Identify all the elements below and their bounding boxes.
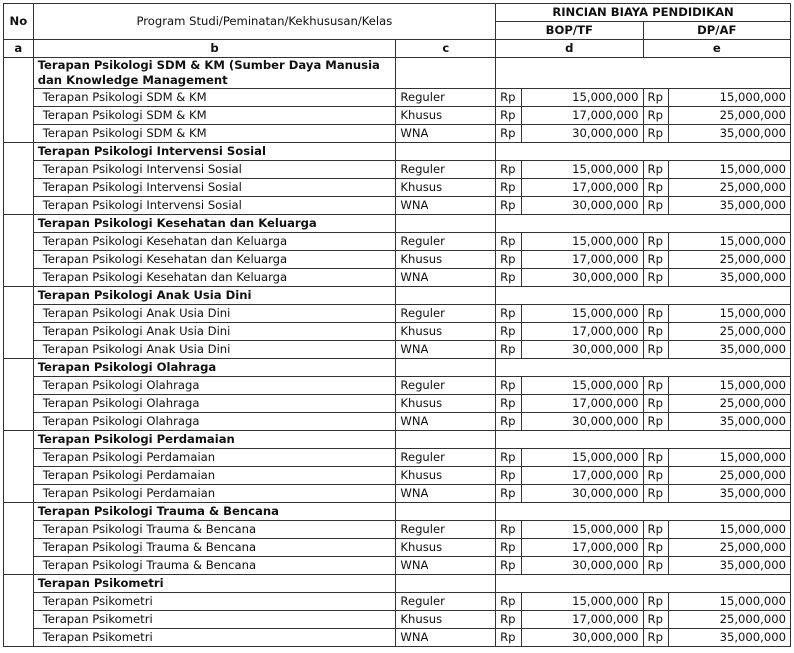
table-row [4, 233, 791, 251]
table-row [4, 179, 791, 197]
program-name: Terapan Psikologi Kesehatan dan Keluarga [33, 233, 396, 251]
bop-currency: Rp [496, 485, 521, 503]
class-type: Reguler [396, 305, 496, 323]
bop-currency: Rp [496, 233, 521, 251]
group-title-blank-c [396, 143, 496, 161]
table-row [4, 611, 791, 629]
group-number-cell [4, 287, 34, 359]
group-title-row [4, 58, 791, 89]
bop-currency: Rp [496, 251, 521, 269]
table-row [4, 467, 791, 485]
bop-currency: Rp [496, 539, 521, 557]
class-type: Khusus [396, 251, 496, 269]
program-name: Terapan Psikologi Perdamaian [33, 467, 396, 485]
program-name: Terapan Psikologi Intervensi Sosial [33, 197, 396, 215]
group-number-cell [4, 215, 34, 287]
group-title-row [4, 287, 791, 305]
dp-amount: 35,000,000 [668, 269, 790, 287]
table-row [4, 629, 791, 647]
dp-amount: 15,000,000 [668, 449, 790, 467]
group-title-blank-c [396, 503, 496, 521]
class-type: Khusus [396, 323, 496, 341]
dp-amount: 25,000,000 [668, 107, 790, 125]
group-title-blank-fees [496, 287, 791, 305]
class-type: WNA [396, 197, 496, 215]
table-row [4, 251, 791, 269]
dp-amount: 35,000,000 [668, 485, 790, 503]
dp-amount: 35,000,000 [668, 125, 790, 143]
program-name: Terapan Psikologi Anak Usia Dini [33, 305, 396, 323]
class-type: WNA [396, 413, 496, 431]
fee-table-body [4, 58, 791, 647]
dp-currency: Rp [643, 179, 668, 197]
bop-currency: Rp [496, 89, 521, 107]
program-name: Terapan Psikologi Intervensi Sosial [33, 161, 396, 179]
bop-amount: 15,000,000 [521, 377, 643, 395]
dp-currency: Rp [643, 341, 668, 359]
dp-currency: Rp [643, 485, 668, 503]
group-title-blank-fees [496, 58, 791, 89]
header-program: Program Studi/Peminatan/Kekhususan/Kelas [33, 4, 495, 40]
program-name: Terapan Psikologi Trauma & Bencana [33, 557, 396, 575]
bop-amount: 15,000,000 [521, 449, 643, 467]
class-type: Reguler [396, 593, 496, 611]
header-no: No [4, 4, 34, 40]
table-row [4, 89, 791, 107]
bop-amount: 30,000,000 [521, 629, 643, 647]
program-name: Terapan Psikometri [33, 629, 396, 647]
program-name: Terapan Psikologi SDM & KM [33, 89, 396, 107]
bop-amount: 15,000,000 [521, 305, 643, 323]
program-name: Terapan Psikologi Olahraga [33, 377, 396, 395]
group-title-blank-fees [496, 215, 791, 233]
dp-amount: 25,000,000 [668, 395, 790, 413]
group-title-blank-c [396, 215, 496, 233]
group-number-cell [4, 431, 34, 503]
bop-currency: Rp [496, 449, 521, 467]
class-type: WNA [396, 125, 496, 143]
bop-amount: 17,000,000 [521, 323, 643, 341]
bop-currency: Rp [496, 323, 521, 341]
dp-amount: 25,000,000 [668, 467, 790, 485]
bop-amount: 17,000,000 [521, 107, 643, 125]
bop-currency: Rp [496, 107, 521, 125]
table-row [4, 521, 791, 539]
program-name: Terapan Psikologi Trauma & Bencana [33, 539, 396, 557]
bop-amount: 30,000,000 [521, 197, 643, 215]
bop-amount: 17,000,000 [521, 251, 643, 269]
group-title: Terapan Psikologi Kesehatan dan Keluarga [33, 215, 396, 233]
group-number-cell [4, 503, 34, 575]
header-dp: DP/AF [643, 22, 790, 40]
bop-currency: Rp [496, 179, 521, 197]
dp-currency: Rp [643, 323, 668, 341]
group-title-blank-fees [496, 575, 791, 593]
program-name: Terapan Psikologi Olahraga [33, 395, 396, 413]
bop-currency: Rp [496, 305, 521, 323]
bop-amount: 17,000,000 [521, 539, 643, 557]
group-title-blank-fees [496, 143, 791, 161]
class-type: Reguler [396, 377, 496, 395]
dp-amount: 25,000,000 [668, 323, 790, 341]
group-title-blank-c [396, 575, 496, 593]
group-title: Terapan Psikologi Olahraga [33, 359, 396, 377]
group-number-cell [4, 143, 34, 215]
dp-amount: 25,000,000 [668, 611, 790, 629]
group-title-row [4, 503, 791, 521]
dp-amount: 15,000,000 [668, 521, 790, 539]
group-title-blank-fees [496, 359, 791, 377]
program-name: Terapan Psikologi SDM & KM [33, 107, 396, 125]
dp-currency: Rp [643, 557, 668, 575]
table-row [4, 395, 791, 413]
class-type: WNA [396, 629, 496, 647]
group-title-blank-c [396, 58, 496, 89]
group-title: Terapan Psikologi Perdamaian [33, 431, 396, 449]
bop-currency: Rp [496, 629, 521, 647]
bop-amount: 17,000,000 [521, 395, 643, 413]
dp-amount: 25,000,000 [668, 251, 790, 269]
header-letter-b: b [33, 40, 396, 58]
dp-amount: 15,000,000 [668, 89, 790, 107]
dp-currency: Rp [643, 449, 668, 467]
program-name: Terapan Psikologi Trauma & Bencana [33, 521, 396, 539]
group-title-row [4, 143, 791, 161]
bop-amount: 15,000,000 [521, 233, 643, 251]
dp-amount: 15,000,000 [668, 233, 790, 251]
class-type: Khusus [396, 611, 496, 629]
group-title-blank-fees [496, 431, 791, 449]
program-name: Terapan Psikologi Kesehatan dan Keluarga [33, 269, 396, 287]
table-row [4, 197, 791, 215]
dp-currency: Rp [643, 89, 668, 107]
header-letter-d: d [496, 40, 643, 58]
bop-amount: 30,000,000 [521, 413, 643, 431]
program-name: Terapan Psikologi Kesehatan dan Keluarga [33, 251, 396, 269]
class-type: WNA [396, 269, 496, 287]
bop-currency: Rp [496, 395, 521, 413]
program-name: Terapan Psikologi SDM & KM [33, 125, 396, 143]
bop-currency: Rp [496, 341, 521, 359]
table-row [4, 341, 791, 359]
table-row [4, 557, 791, 575]
bop-amount: 15,000,000 [521, 593, 643, 611]
bop-amount: 30,000,000 [521, 269, 643, 287]
dp-amount: 15,000,000 [668, 377, 790, 395]
dp-currency: Rp [643, 125, 668, 143]
header-letter-e: e [643, 40, 790, 58]
bop-currency: Rp [496, 413, 521, 431]
bop-currency: Rp [496, 125, 521, 143]
class-type: Reguler [396, 233, 496, 251]
header-letter-a: a [4, 40, 34, 58]
class-type: Reguler [396, 89, 496, 107]
program-name: Terapan Psikologi Anak Usia Dini [33, 341, 396, 359]
group-title-blank-fees [496, 503, 791, 521]
fee-table [3, 3, 791, 647]
dp-currency: Rp [643, 629, 668, 647]
bop-currency: Rp [496, 593, 521, 611]
dp-currency: Rp [643, 377, 668, 395]
dp-currency: Rp [643, 593, 668, 611]
group-title-row [4, 359, 791, 377]
program-name: Terapan Psikologi Intervensi Sosial [33, 179, 396, 197]
group-title: Terapan Psikologi Trauma & Bencana [33, 503, 396, 521]
class-type: WNA [396, 485, 496, 503]
group-title: Terapan Psikometri [33, 575, 396, 593]
table-row [4, 269, 791, 287]
bop-currency: Rp [496, 269, 521, 287]
header-letter-c: c [396, 40, 496, 58]
group-title: Terapan Psikologi Anak Usia Dini [33, 287, 396, 305]
group-title-row [4, 575, 791, 593]
table-row [4, 323, 791, 341]
bop-amount: 17,000,000 [521, 179, 643, 197]
dp-currency: Rp [643, 107, 668, 125]
bop-amount: 30,000,000 [521, 557, 643, 575]
dp-amount: 15,000,000 [668, 593, 790, 611]
group-title-row [4, 431, 791, 449]
bop-amount: 30,000,000 [521, 341, 643, 359]
table-row [4, 539, 791, 557]
table-row [4, 107, 791, 125]
table-row [4, 593, 791, 611]
program-name: Terapan Psikologi Olahraga [33, 413, 396, 431]
bop-amount: 30,000,000 [521, 125, 643, 143]
class-type: Reguler [396, 521, 496, 539]
group-title-row [4, 215, 791, 233]
class-type: Reguler [396, 449, 496, 467]
class-type: Khusus [396, 539, 496, 557]
bop-amount: 17,000,000 [521, 611, 643, 629]
class-type: Khusus [396, 179, 496, 197]
class-type: Reguler [396, 161, 496, 179]
class-type: Khusus [396, 107, 496, 125]
dp-amount: 25,000,000 [668, 539, 790, 557]
table-row [4, 485, 791, 503]
header-bop: BOP/TF [496, 22, 643, 40]
program-name: Terapan Psikometri [33, 593, 396, 611]
bop-amount: 15,000,000 [521, 161, 643, 179]
bop-currency: Rp [496, 377, 521, 395]
bop-amount: 15,000,000 [521, 89, 643, 107]
bop-currency: Rp [496, 521, 521, 539]
class-type: Khusus [396, 467, 496, 485]
dp-currency: Rp [643, 197, 668, 215]
header-rincian: RINCIAN BIAYA PENDIDIKAN [496, 4, 791, 22]
class-type: WNA [396, 341, 496, 359]
dp-amount: 35,000,000 [668, 197, 790, 215]
dp-currency: Rp [643, 395, 668, 413]
table-row [4, 449, 791, 467]
dp-amount: 15,000,000 [668, 305, 790, 323]
table-row [4, 125, 791, 143]
dp-currency: Rp [643, 539, 668, 557]
bop-amount: 15,000,000 [521, 521, 643, 539]
bop-currency: Rp [496, 467, 521, 485]
program-name: Terapan Psikologi Perdamaian [33, 485, 396, 503]
group-title: Terapan Psikologi SDM & KM (Sumber Daya Manusia dan Knowledge Management [33, 58, 396, 89]
bop-currency: Rp [496, 161, 521, 179]
dp-currency: Rp [643, 251, 668, 269]
dp-amount: 35,000,000 [668, 557, 790, 575]
dp-currency: Rp [643, 269, 668, 287]
bop-currency: Rp [496, 557, 521, 575]
program-name: Terapan Psikologi Anak Usia Dini [33, 323, 396, 341]
group-number-cell [4, 359, 34, 431]
class-type: WNA [396, 557, 496, 575]
program-name: Terapan Psikometri [33, 611, 396, 629]
dp-amount: 35,000,000 [668, 629, 790, 647]
dp-currency: Rp [643, 467, 668, 485]
group-title-blank-c [396, 431, 496, 449]
group-title-blank-c [396, 287, 496, 305]
dp-currency: Rp [643, 161, 668, 179]
dp-amount: 25,000,000 [668, 179, 790, 197]
class-type: Khusus [396, 395, 496, 413]
bop-amount: 17,000,000 [521, 467, 643, 485]
bop-amount: 30,000,000 [521, 485, 643, 503]
dp-currency: Rp [643, 521, 668, 539]
table-row [4, 161, 791, 179]
group-number-cell [4, 58, 34, 143]
dp-currency: Rp [643, 233, 668, 251]
group-title-blank-c [396, 359, 496, 377]
dp-currency: Rp [643, 611, 668, 629]
program-name: Terapan Psikologi Perdamaian [33, 449, 396, 467]
table-row [4, 305, 791, 323]
group-title: Terapan Psikologi Intervensi Sosial [33, 143, 396, 161]
table-row [4, 377, 791, 395]
bop-currency: Rp [496, 611, 521, 629]
group-number-cell [4, 575, 34, 647]
dp-amount: 35,000,000 [668, 413, 790, 431]
dp-currency: Rp [643, 413, 668, 431]
table-row [4, 413, 791, 431]
dp-amount: 15,000,000 [668, 161, 790, 179]
dp-currency: Rp [643, 305, 668, 323]
dp-amount: 35,000,000 [668, 341, 790, 359]
bop-currency: Rp [496, 197, 521, 215]
